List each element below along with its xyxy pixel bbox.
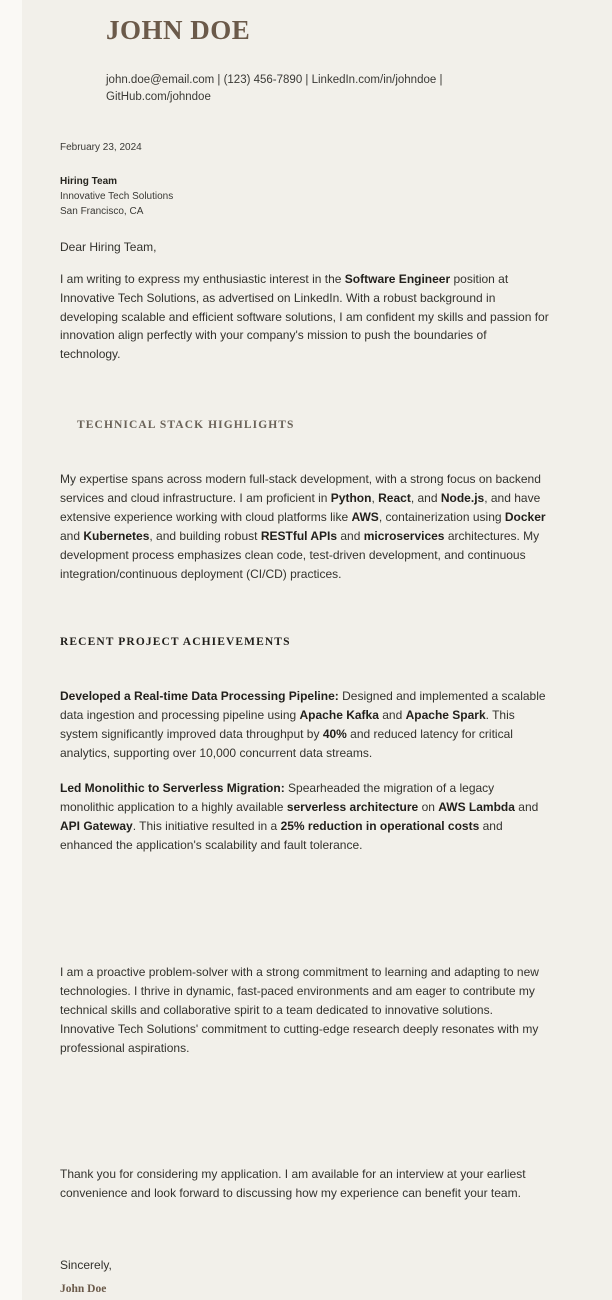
spacer-before-signature: [60, 1203, 550, 1258]
sign-off: Sincerely,: [60, 1258, 112, 1273]
tech-text-4: , and have extensive experience working with cloud platforms like: [60, 491, 541, 525]
closing-paragraph: I am a proactive problem-solver with a strong commitment to learning and adapting to new technologies. I thrive in dynamic, fast-paced environments and am eager to contribute my technical skills and collaborative spirit to a team dedicated to innovative solutions. Innovative Tech Solutions' commitment to cutting-edge research deeply resonates with my professional aspirations.: [60, 964, 539, 1055]
letter-date: February 23, 2024: [60, 142, 142, 154]
achievement-2-text-5: and enhanced the application's scalability and fault tolerance.: [60, 818, 503, 852]
achievement-1-text-3: . This system significantly improved data throughput by: [60, 708, 515, 741]
achievement-1-text-4: and reduced latency for critical analytics, supporting over 10,000 concurrent data streams.: [60, 727, 513, 760]
tech-text-1: My expertise spans across modern full-stack development, with a strong focus on backend services and cloud infrastructure. I am proficient in: [60, 472, 541, 506]
salutation: Dear Hiring Team,: [60, 239, 157, 254]
achievement-1-title: Developed a Real-time Data Processing Pipeline:: [60, 689, 339, 704]
intro-paragraph: [60, 270, 550, 365]
signature-name: John Doe: [60, 1283, 107, 1296]
achievement-2-text-2: on: [418, 799, 439, 814]
tech-skill-microservices: microservices: [363, 529, 445, 544]
tech-text-6: and: [60, 529, 84, 544]
spacer-projects-heading: [60, 648, 550, 671]
letter-header: [60, 0, 550, 105]
tech-text-7: , and building robust: [149, 529, 261, 544]
tech-skill-restful-apis: RESTful APIs: [260, 529, 338, 544]
tech-skill-nodejs: Node.js: [440, 491, 485, 506]
spacer-before-projects: [60, 584, 550, 636]
achievement-1-tech-spark: Apache Spark: [405, 708, 486, 723]
achievement-1-text-1: Designed and implemented a scalable data ingestion and processing pipeline using: [60, 689, 546, 723]
intro-role-emphasis: Software Engineer: [344, 271, 451, 286]
section-project-achievements: [60, 636, 550, 855]
tech-text-9: architectures. My development process emphasizes clean code, test-driven development, and continuous integration/continuous deployment (CI/CD) practices.: [60, 529, 540, 582]
tech-text-5: , containerization using: [378, 510, 505, 525]
tech-skill-kubernetes: Kubernetes: [83, 529, 150, 544]
spacer-technical-heading: [60, 431, 550, 454]
recipient-location: San Francisco, CA: [60, 206, 144, 218]
spacer-before-technical: [60, 364, 550, 419]
achievement-item-1: [60, 687, 550, 763]
recipient-block: [60, 174, 550, 220]
tech-skill-aws: AWS: [351, 510, 379, 525]
page-title: JOHN DOE: [106, 15, 251, 45]
tech-skill-docker: Docker: [504, 510, 546, 525]
achievement-2-text-1: Spearheaded the migration of a legacy monolithic application to a highly available: [60, 780, 495, 814]
recipient-company: Innovative Tech Solutions: [60, 191, 174, 203]
achievement-2-tech-api-gateway: API Gateway: [60, 818, 133, 833]
tech-text-3: , and: [410, 491, 441, 506]
thank-you-paragraph: Thank you for considering my application. I am available for an interview at your earliest convenience and look forward to discussing how my experience can benefit your team.: [60, 1167, 526, 1201]
intro-text-part-1: I am writing to express my enthusiastic interest in the: [60, 271, 345, 286]
recipient-attention: Hiring Team: [60, 176, 118, 188]
achievement-2-metric: 25% reduction in operational costs: [280, 818, 480, 833]
letter-page: [22, 0, 612, 1300]
letter-content: [60, 0, 550, 1295]
tech-skill-python: Python: [330, 491, 372, 506]
technical-stack-paragraph: [60, 470, 550, 584]
section-heading-project-achievements: RECENT PROJECT ACHIEVEMENTS: [60, 636, 291, 649]
spacer-empty-section: [60, 855, 550, 947]
achievement-1-tech-kafka: Apache Kafka: [299, 708, 379, 723]
tech-text-2: ,: [371, 491, 379, 506]
tech-text-8: and: [337, 529, 364, 544]
achievement-2-text-4: . This initiative resulted in a: [132, 818, 281, 833]
achievement-2-tech-serverless: serverless architecture: [286, 799, 419, 814]
intro-text-part-2: position at Innovative Tech Solutions, as advertised on LinkedIn. With a robust background in developing scalable and efficient software solutions, I am confident my skills and passion for innovation align perfectly with your company's mission to push the boundaries of technology.: [60, 271, 549, 362]
achievement-1-metric: 40%: [322, 727, 347, 741]
achievement-2-text-3: and: [514, 799, 539, 814]
achievement-2-tech-lambda: AWS Lambda: [438, 799, 515, 814]
achievement-1-text-2: and: [378, 708, 406, 723]
tech-skill-react: React: [378, 491, 411, 506]
section-heading-technical-stack: TECHNICAL STACK HIGHLIGHTS: [77, 419, 295, 432]
achievement-2-title: Led Monolithic to Serverless Migration:: [60, 780, 285, 795]
contact-line: john.doe@email.com | (123) 456-7890 | LinkedIn.com/in/johndoe | GitHub.com/johndoe: [106, 74, 443, 103]
spacer-before-thankyou: [60, 1057, 550, 1149]
section-technical-stack: [60, 419, 550, 584]
achievement-item-2: [60, 779, 550, 855]
